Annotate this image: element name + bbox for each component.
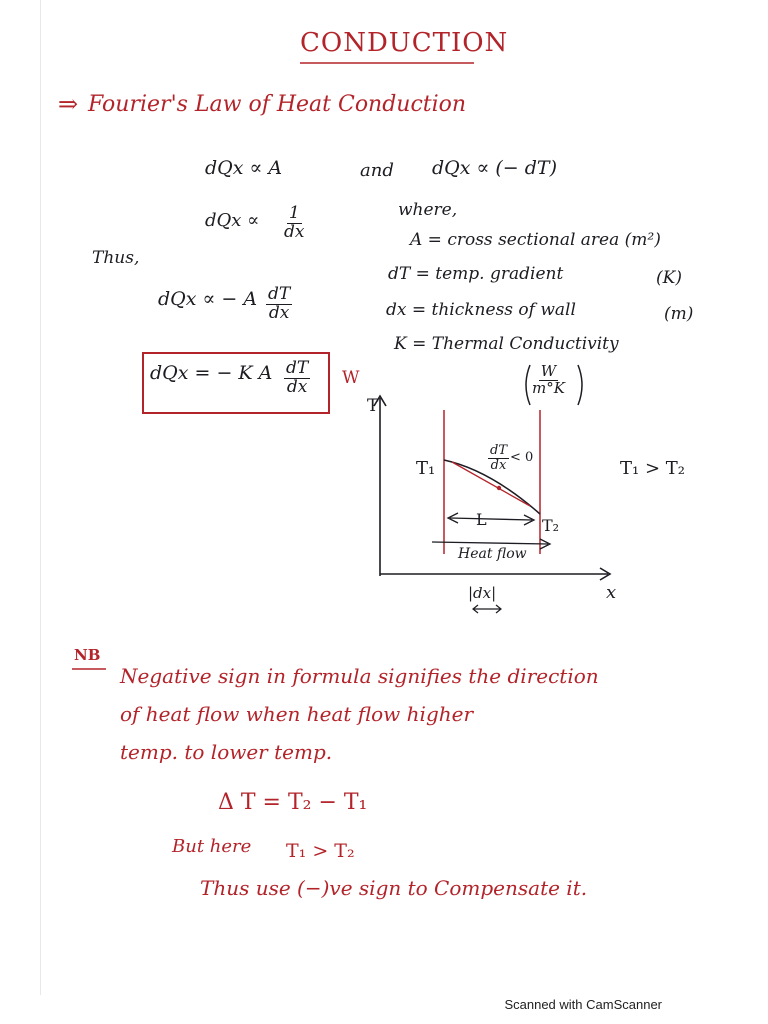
but-here-relation: T₁ > T₂ [286,840,355,862]
but-here-label: But here [172,836,252,857]
graph-slope: $\frac{dT}{dx}$ [490,443,507,473]
final-equation-unit: W [342,368,360,388]
nb-underline [70,666,110,672]
nb-mark: NB [74,646,101,664]
graph-t1-label: T₁ [416,458,436,479]
graph-slope-condition: < 0 [510,450,534,465]
note-line-3: temp. to lower temp. [120,740,333,764]
tangent-point [497,486,501,490]
graph-heat-flow-label: Heat flow [458,546,527,562]
temperature-relation: T₁ > T₂ [620,458,685,479]
final-equation-fraction: $\frac{dT}{dx}$ [286,358,309,397]
def-area: A = cross sectional area (m²) [410,230,661,250]
graph-t2-label: T₂ [542,516,560,535]
graph-length-label: L [476,510,487,529]
def-dx: dx = thickness of wall [386,300,576,320]
final-equation: dQx = − K A [150,362,273,384]
eq-proportional-dt: dQx ∝ (− dT) [432,157,558,179]
note-line-2: of heat flow when heat flow higher [120,702,474,726]
def-dt-unit: (K) [656,268,682,288]
graph-dx-label: |dx| [468,584,497,602]
eq-and: and [360,160,394,181]
eq-step-fraction: $\frac{dT}{dx}$ [268,284,291,323]
def-dx-unit: (m) [664,304,694,324]
delta-t-equation: Δ T = T₂ − T₁ [218,790,368,815]
section-heading: Fourier's Law of Heat Conduction [88,92,467,117]
graph-dx-arrow [470,603,504,615]
graph-y-label: T [367,396,379,416]
eq-fraction-1-dx: $\frac{1}{dx}$ [284,203,305,242]
page-title: CONDUCTION [300,28,509,58]
graph-x-label: x [606,582,617,603]
def-k: K = Thermal Conductivity [394,334,619,354]
title-underline [298,60,478,66]
note-conclusion: Thus use (−)ve sign to Compensate it. [200,876,588,900]
eq-proportional-dx: dQx ∝ [205,210,260,231]
eq-proportional-area: dQx ∝ A [205,157,283,179]
heat-flow-arrow [432,542,548,544]
thus-label: Thus, [92,248,140,268]
def-k-unit: $\frac{W}{m^\circ K}$ [532,362,565,397]
length-arrow [450,518,532,520]
note-line-1: Negative sign in formula signifies the direction [120,664,599,688]
def-dt: dT = temp. gradient [388,264,564,284]
scanner-watermark: Scanned with CamScanner [504,997,662,1012]
eq-step: dQx ∝ − A [158,288,258,310]
where-label: where, [398,200,458,220]
section-arrow: ⇒ [58,90,79,118]
